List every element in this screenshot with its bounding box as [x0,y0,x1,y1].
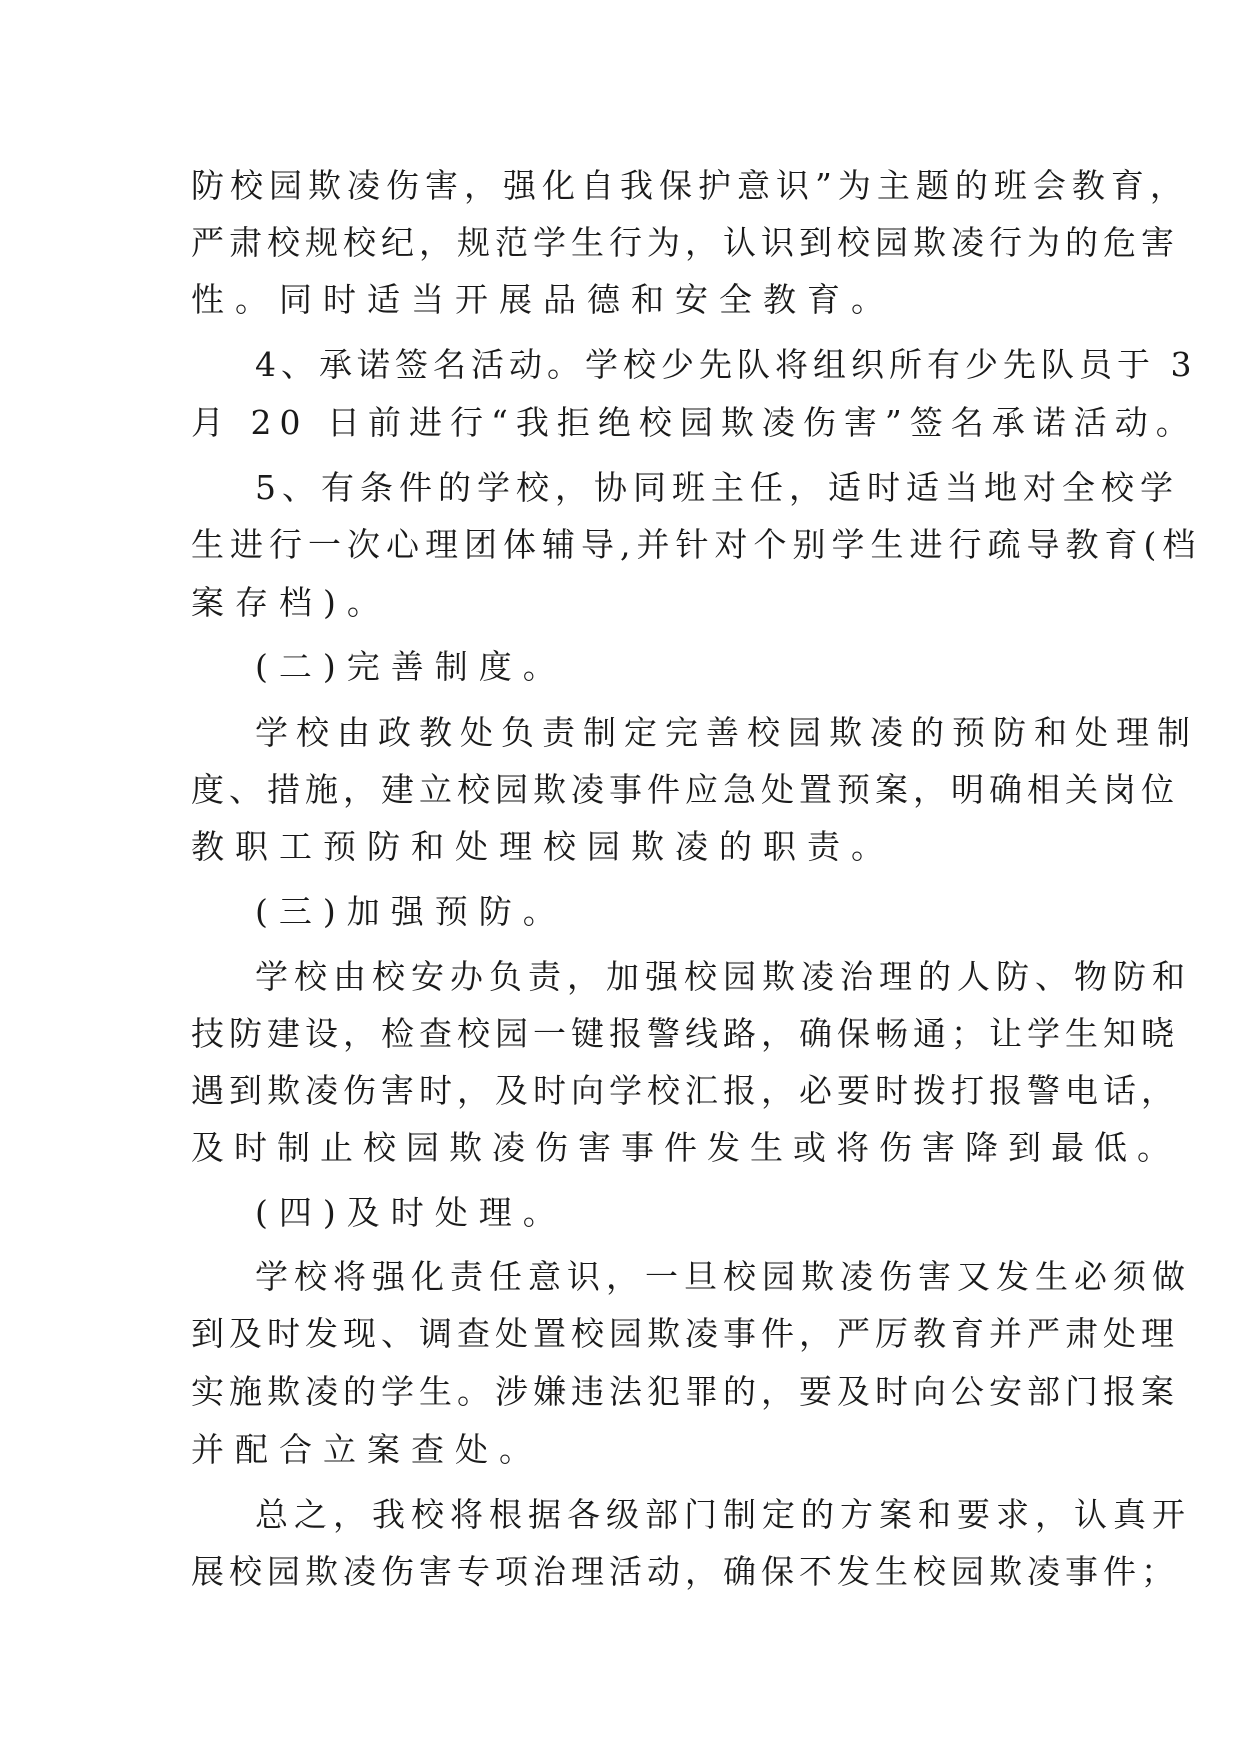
text-line: 生进行一次心理团体辅导,并针对个别学生进行疏导教育(档 [191,525,1202,564]
text-line: 案存档)。 [191,583,391,622]
text-line: 严肃校规校纪，规范学生行为，认识到校园欺凌行为的危害 [191,223,1179,262]
text-line: 学校由校安办负责，加强校园欺凌治理的人防、物防和 [255,957,1191,996]
text-line: 遇到欺凌伤害时，及时向学校汇报，必要时拨打报警电话， [191,1071,1179,1110]
text-line: 总之，我校将根据各级部门制定的方案和要求，认真开 [255,1495,1191,1534]
text-line: 学校由政教处负责制定完善校园欺凌的预防和处理制 [255,713,1198,752]
text-line: 及时制止校园欺凌伤害事件发生或将伤害降到最低。 [191,1128,1180,1167]
text-line: 性。同时适当开展品德和安全教育。 [191,280,895,319]
text-line: 防校园欺凌伤害，强化自我保护意识”为主题的班会教育， [191,166,1189,205]
section-heading: (二)完善制度。 [255,647,567,686]
text-line: 到及时发现、调查处置校园欺凌事件，严厉教育并严肃处理 [191,1314,1179,1353]
text-line: 技防建设，检查校园一键报警线路，确保畅通；让学生知晓 [191,1014,1179,1053]
text-line: 学校将强化责任意识，一旦校园欺凌伤害又发生必须做 [255,1257,1191,1296]
text-line: 月 20 日前进行“我拒绝校园欺凌伤害”签名承诺活动。 [191,403,1197,442]
text-line: 度、措施，建立校园欺凌事件应急处置预案，明确相关岗位 [191,770,1179,809]
text-line: 实施欺凌的学生。涉嫌违法犯罪的，要及时向公安部门报案 [191,1372,1179,1411]
text-line: 教职工预防和处理校园欺凌的职责。 [191,827,895,866]
section-heading: (三)加强预防。 [255,892,567,931]
text-line: 4、承诺签名活动。学校少先队将组织所有少先队员于 3 [255,345,1197,384]
section-heading: (四)及时处理。 [255,1193,567,1232]
text-line: 展校园欺凌伤害专项治理活动，确保不发生校园欺凌事件； [191,1552,1179,1591]
text-line: 5、有条件的学校，协同班主任，适时适当地对全校学 [255,468,1179,507]
text-line: 并配合立案查处。 [191,1430,543,1469]
